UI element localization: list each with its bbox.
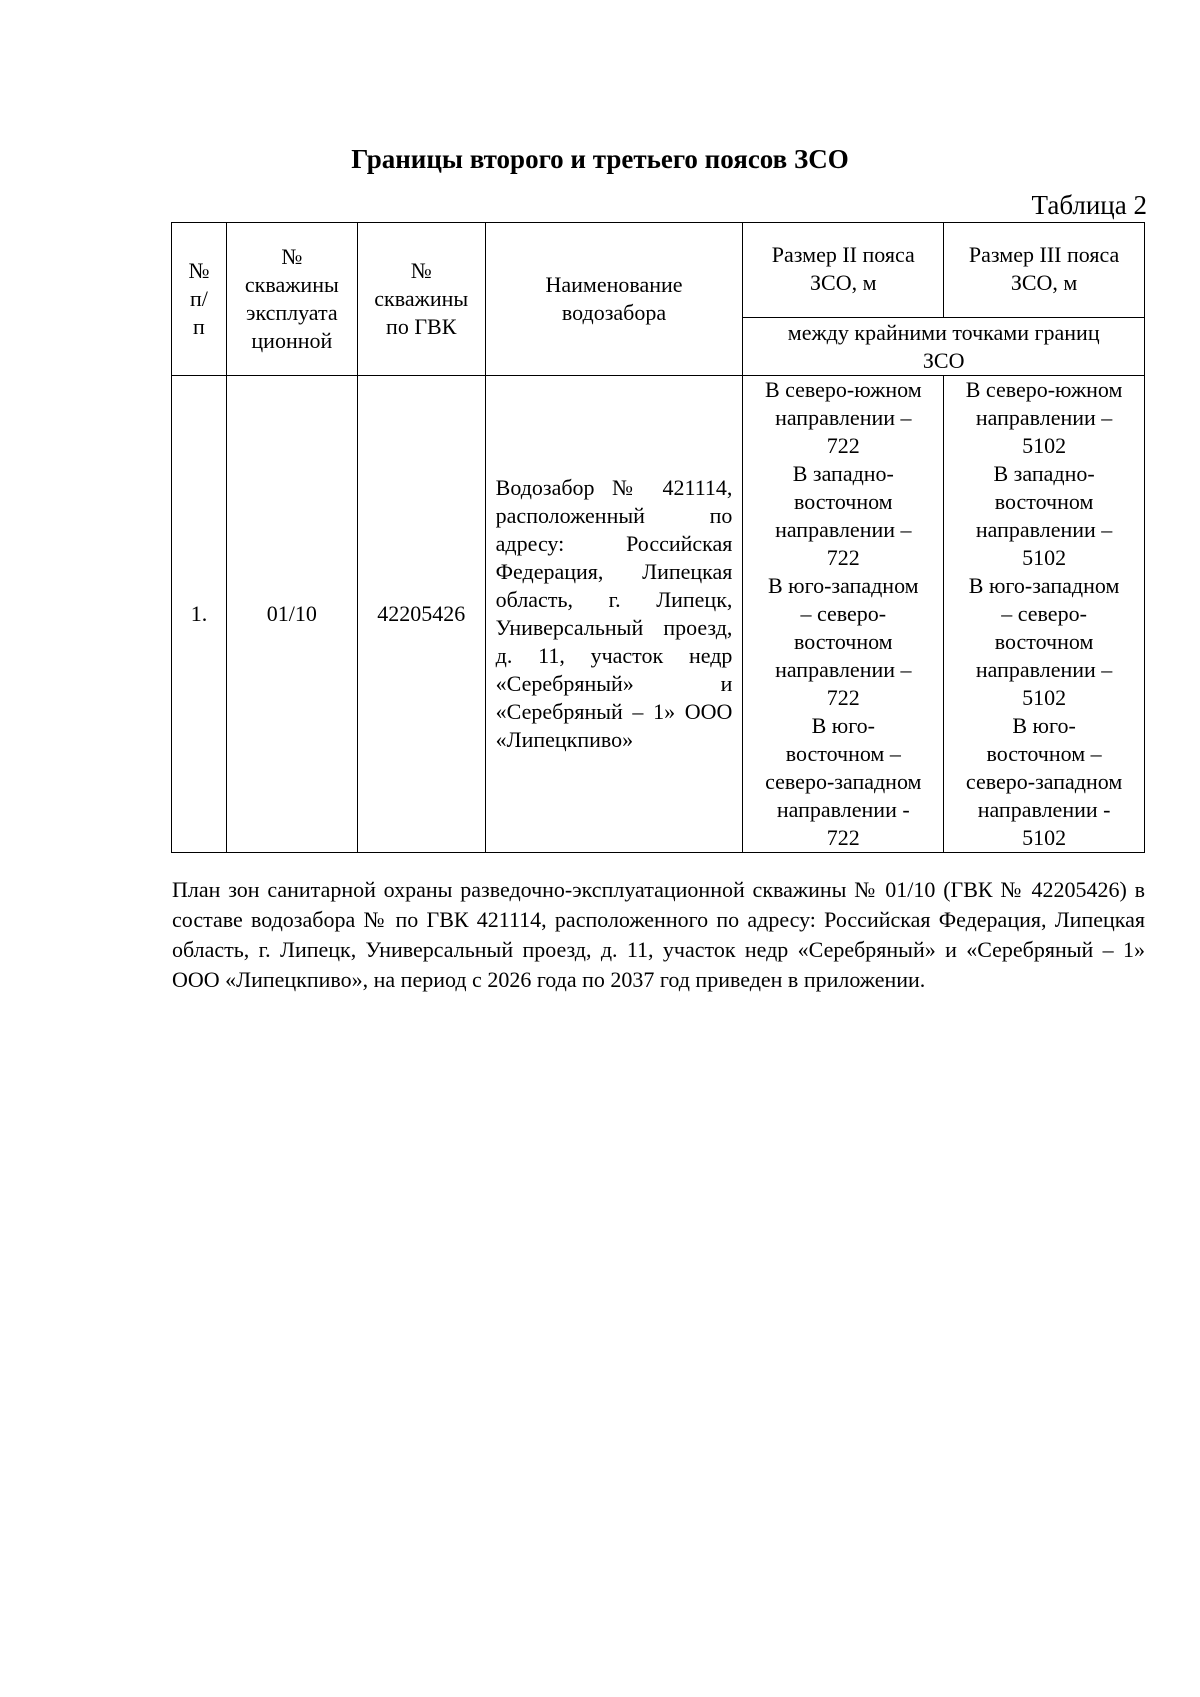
zone3-line: направлении –	[975, 405, 1113, 430]
header-intake-name	[485, 223, 743, 376]
zone2-line: восточном	[793, 629, 893, 654]
header-well-gvk	[357, 223, 485, 376]
page-title: Границы второго и третьего поясов ЗСО	[351, 144, 849, 174]
zone3-line: северо-западном	[965, 769, 1123, 794]
zone2-line: 722	[826, 433, 860, 458]
cell-zone3-values	[944, 376, 1145, 853]
zso-table	[171, 222, 1145, 853]
header-line: Размер III пояса	[968, 242, 1120, 267]
zone2-line: восточном –	[785, 741, 901, 766]
header-line: между крайними точками границ	[787, 319, 1100, 345]
zone2-line: направлении -	[776, 797, 910, 822]
header-line: п/	[190, 286, 208, 311]
header-well-expl	[226, 223, 357, 376]
body-paragraph: План зон санитарной охраны разведочно-эксплуатационной скважины № 01/10 (ГВК № 42205426) в составе водозабора № по ГВК 421114, расположенного по адресу: Российская Федерация, Липецкая область, г. Липецк, Универсальный проезд, д. 11, участок недр «Серебряный» и «Серебряный – 1» ООО «Липецкпиво», на период с 2026 года по 2037 год приведен в приложении.	[172, 877, 1145, 992]
header-line: Наименование	[545, 272, 683, 297]
header-line: ционной	[251, 328, 333, 353]
zone3-line: восточном	[994, 629, 1094, 654]
header-line: ЗСО	[922, 347, 965, 373]
cell-well-expl: 01/10	[226, 376, 357, 853]
zone2-line: – северо-	[800, 601, 887, 626]
zone2-line: В северо-южном	[764, 377, 922, 402]
header-line: скважины	[374, 286, 469, 311]
zone3-line: 5102	[1022, 685, 1067, 710]
zone2-line: В юго-западном	[767, 573, 919, 598]
header-line: скважины	[244, 272, 339, 297]
zone2-line: 722	[826, 825, 860, 850]
header-line: ЗСО, м	[810, 270, 877, 295]
zone2-line: 722	[826, 545, 860, 570]
header-line: Размер II пояса	[771, 242, 915, 267]
header-line: по ГВК	[386, 314, 457, 339]
table-label: Таблица 2	[1031, 190, 1147, 220]
header-line: №	[281, 244, 303, 269]
zone3-line: направлении –	[975, 657, 1113, 682]
zone3-line: – северо-	[1001, 601, 1087, 626]
table-header-row	[172, 223, 1145, 318]
zone2-line: северо-западном	[765, 769, 922, 794]
zone2-line: направлении –	[775, 405, 912, 430]
zone3-line: В юго-западном	[968, 573, 1120, 598]
zone3-line: направлении –	[975, 517, 1113, 542]
zone2-line: направлении –	[775, 657, 912, 682]
zone2-line: В юго-	[811, 713, 875, 738]
header-num-pp	[172, 223, 227, 376]
header-line: №	[188, 258, 210, 283]
zone2-line: направлении –	[775, 517, 912, 542]
header-between-points	[743, 318, 1145, 376]
zone2-line: восточном	[793, 489, 893, 514]
header-line: эксплуата	[246, 300, 338, 325]
zone2-line: В западно-	[792, 461, 894, 486]
cell-well-gvk: 42205426	[357, 376, 485, 853]
zone3-line: восточном	[994, 489, 1094, 514]
table-row	[172, 376, 1145, 853]
zone3-line: 5102	[1022, 825, 1067, 850]
cell-num: 1.	[172, 376, 227, 853]
zone3-line: В северо-южном	[965, 377, 1123, 402]
zone3-line: В западно-	[993, 461, 1095, 486]
header-line: водозабора	[561, 300, 667, 325]
header-line: ЗСО, м	[1010, 270, 1078, 295]
cell-intake-name: Водозабор № 421114, расположенный по адресу: Российская Федерация, Липецкая область, г. Липецк, Универсальный проезд, д. 11, участок недр «Серебряный» и «Серебряный – 1» ООО «Липецкпиво»	[485, 376, 743, 853]
zone2-line: 722	[826, 685, 860, 710]
cell-zone2-values	[743, 376, 944, 853]
header-line: п	[193, 314, 205, 339]
zone3-line: направлении -	[977, 797, 1111, 822]
zone3-line: 5102	[1022, 545, 1067, 570]
zone3-line: восточном –	[986, 741, 1102, 766]
header-line: №	[410, 258, 432, 283]
header-zone3-size	[944, 223, 1145, 318]
zone3-line: В юго-	[1012, 713, 1076, 738]
zone3-line: 5102	[1022, 433, 1067, 458]
header-zone2-size	[743, 223, 944, 318]
